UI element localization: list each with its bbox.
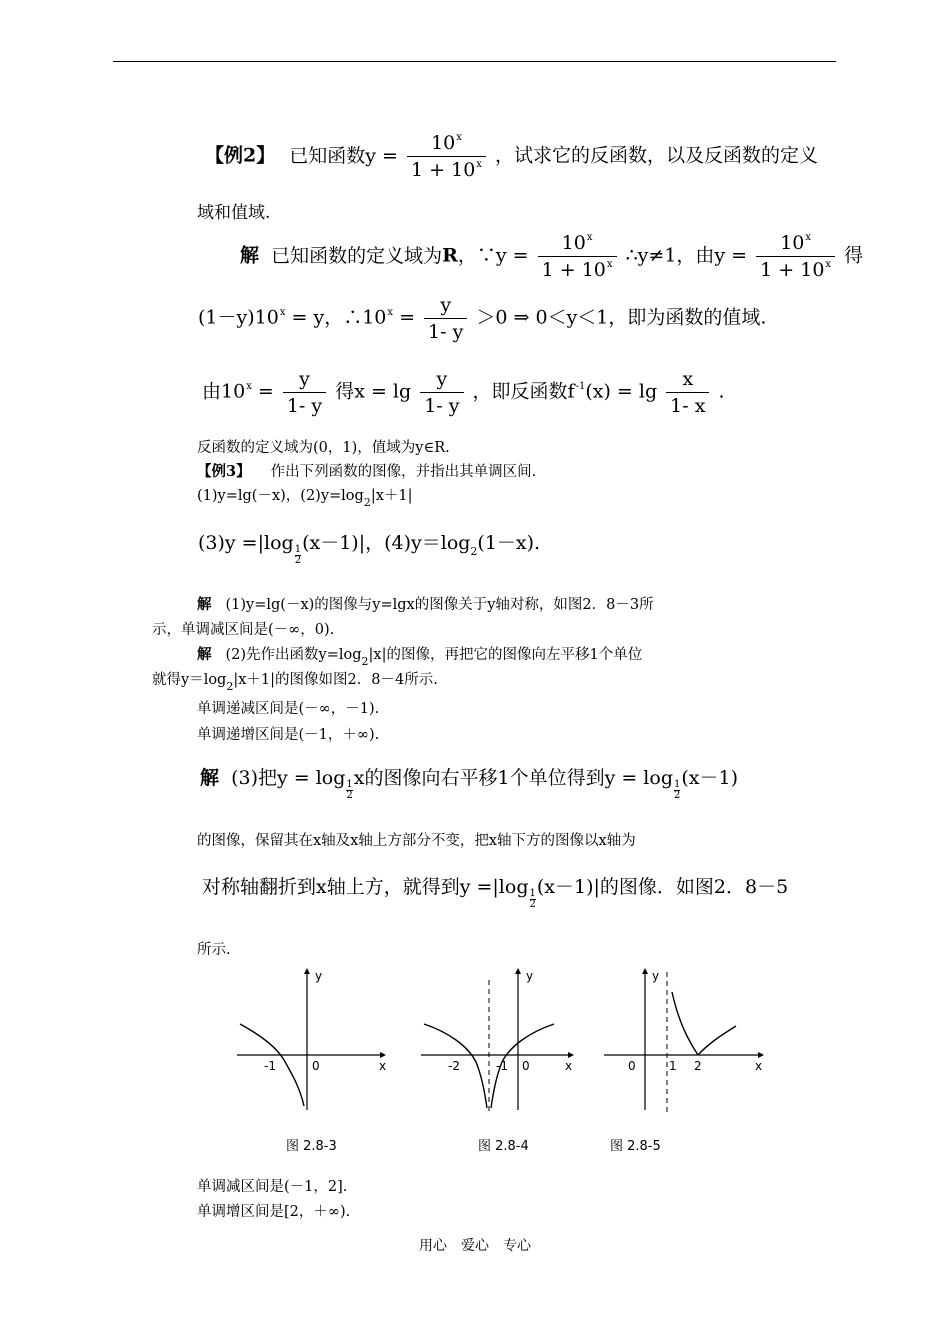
solution3-p1b: 示，单调减区间是(－∞，0). <box>152 622 335 638</box>
solution2-line2: $(1-y)10^x = y$，$\therefore 10^x$ = $\frac{y}{1- y}$ ＞0 ⇒ 0＜y＜1，即为函数的值域. <box>198 294 767 343</box>
figure-2-8-4 <box>418 960 583 1124</box>
conclusion-decreasing: 单调减区间是(－1，2]. <box>197 1179 348 1195</box>
solution3-p2a: 解 (2)先作出函数$y=\log_2|x|$的图像，再把它的图像向左平移1个单位 <box>197 646 643 668</box>
solution3-p3d: 的图像，保留其在x轴及x轴上方部分不变，把x轴下方的图像以x轴为 <box>197 833 636 849</box>
header-rule <box>113 61 836 62</box>
tick-label: -1 <box>496 1059 508 1073</box>
tick-label: -2 <box>448 1059 460 1073</box>
axis-label-x: x <box>379 1059 387 1073</box>
axis-label-y: y <box>526 969 534 983</box>
tick-label: 2 <box>694 1059 702 1073</box>
solution3-p2e: 单调递减区间是(－∞，－1). <box>197 701 380 717</box>
solution2-line3: 由$10^x$ = $\frac{y}{1- y}$ 得x = lg $\frac{y}{1- y}$ ，即反函数$f^{-1}(x) = \lg$ $\frac{x}{1- x}$ . <box>202 368 725 417</box>
solution3-p3a: 解 (3)把y = log $\frac{1}{2}$ x的图像向右平移1个单位得到y = log $\frac{1}{2}$ (x－1) <box>200 767 738 801</box>
solution3-p3e: 对称轴翻折到x轴上方，就得到y =|log $\frac{1}{2}$ (x－1)|的图像．如图2．8－5 <box>202 876 789 910</box>
example3-items12: (1)y=lg(－x)，$(2)y=\log_2|x+1|$ <box>197 488 413 509</box>
solution3-p2c: 就得$y=\log_2|x+1|$的图像如图2．8－4所示. <box>152 672 438 693</box>
axis-label-y: y <box>315 969 323 983</box>
figure-2-8-3 <box>232 960 392 1124</box>
tick-label: 1 <box>669 1059 677 1073</box>
example3-line: 【例3】 作出下列函数的图像，并指出其单调区间. <box>197 463 537 480</box>
figure-caption: 图 2.8-3 <box>286 1139 337 1154</box>
axis-label-x: x <box>755 1059 763 1073</box>
example2-line: 【例2】 已知函数y = $\frac{10^x}{1 + 10^x}$ ，试求它的反函数，以及反函数的定义 <box>205 132 818 181</box>
axis-label-x: x <box>565 1059 573 1073</box>
solution2-line1: 解 已知函数的定义域为R，∵y = $\frac{10^x}{1 + 10^x}$ ∴y≠1，由y = $\frac{10^x}{1 + 10^x}$ 得 <box>240 232 864 281</box>
example2-label: 【例2】 <box>205 144 276 167</box>
axis-label-y: y <box>652 969 660 983</box>
example3-items34: (3)y =|log $\frac{1}{2}$ (x－1)|，$(4)y=\log_2(1-x)$. <box>198 532 541 566</box>
page-footer: 用心 爱心 专心 <box>419 1238 531 1254</box>
origin-label: 0 <box>312 1059 320 1073</box>
solution3-p3g: 所示. <box>197 942 231 958</box>
solution3-p1a: 解 (1)y=lg(－x)的图像与y=lgx的图像关于y轴对称，如图2．8－3所 <box>197 596 654 613</box>
figure-2-8-5 <box>600 960 770 1124</box>
origin-label: 0 <box>628 1059 636 1073</box>
solution3-p2f: 单调递增区间是(－1，＋∞). <box>197 727 380 743</box>
figure-caption: 图 2.8-5 <box>610 1139 661 1154</box>
example2-cont: 域和值域. <box>197 203 271 223</box>
solution2-line4: 反函数的定义域为(0，1)，值域为y∈R. <box>197 440 450 456</box>
conclusion-increasing: 单调增区间是[2，＋∞). <box>197 1204 351 1220</box>
tick-label: -1 <box>264 1059 276 1073</box>
fraction: $\frac{10^x}{1 + 10^x}$ <box>407 132 486 181</box>
figure-caption: 图 2.8-4 <box>478 1139 529 1154</box>
origin-label: 0 <box>522 1059 530 1073</box>
